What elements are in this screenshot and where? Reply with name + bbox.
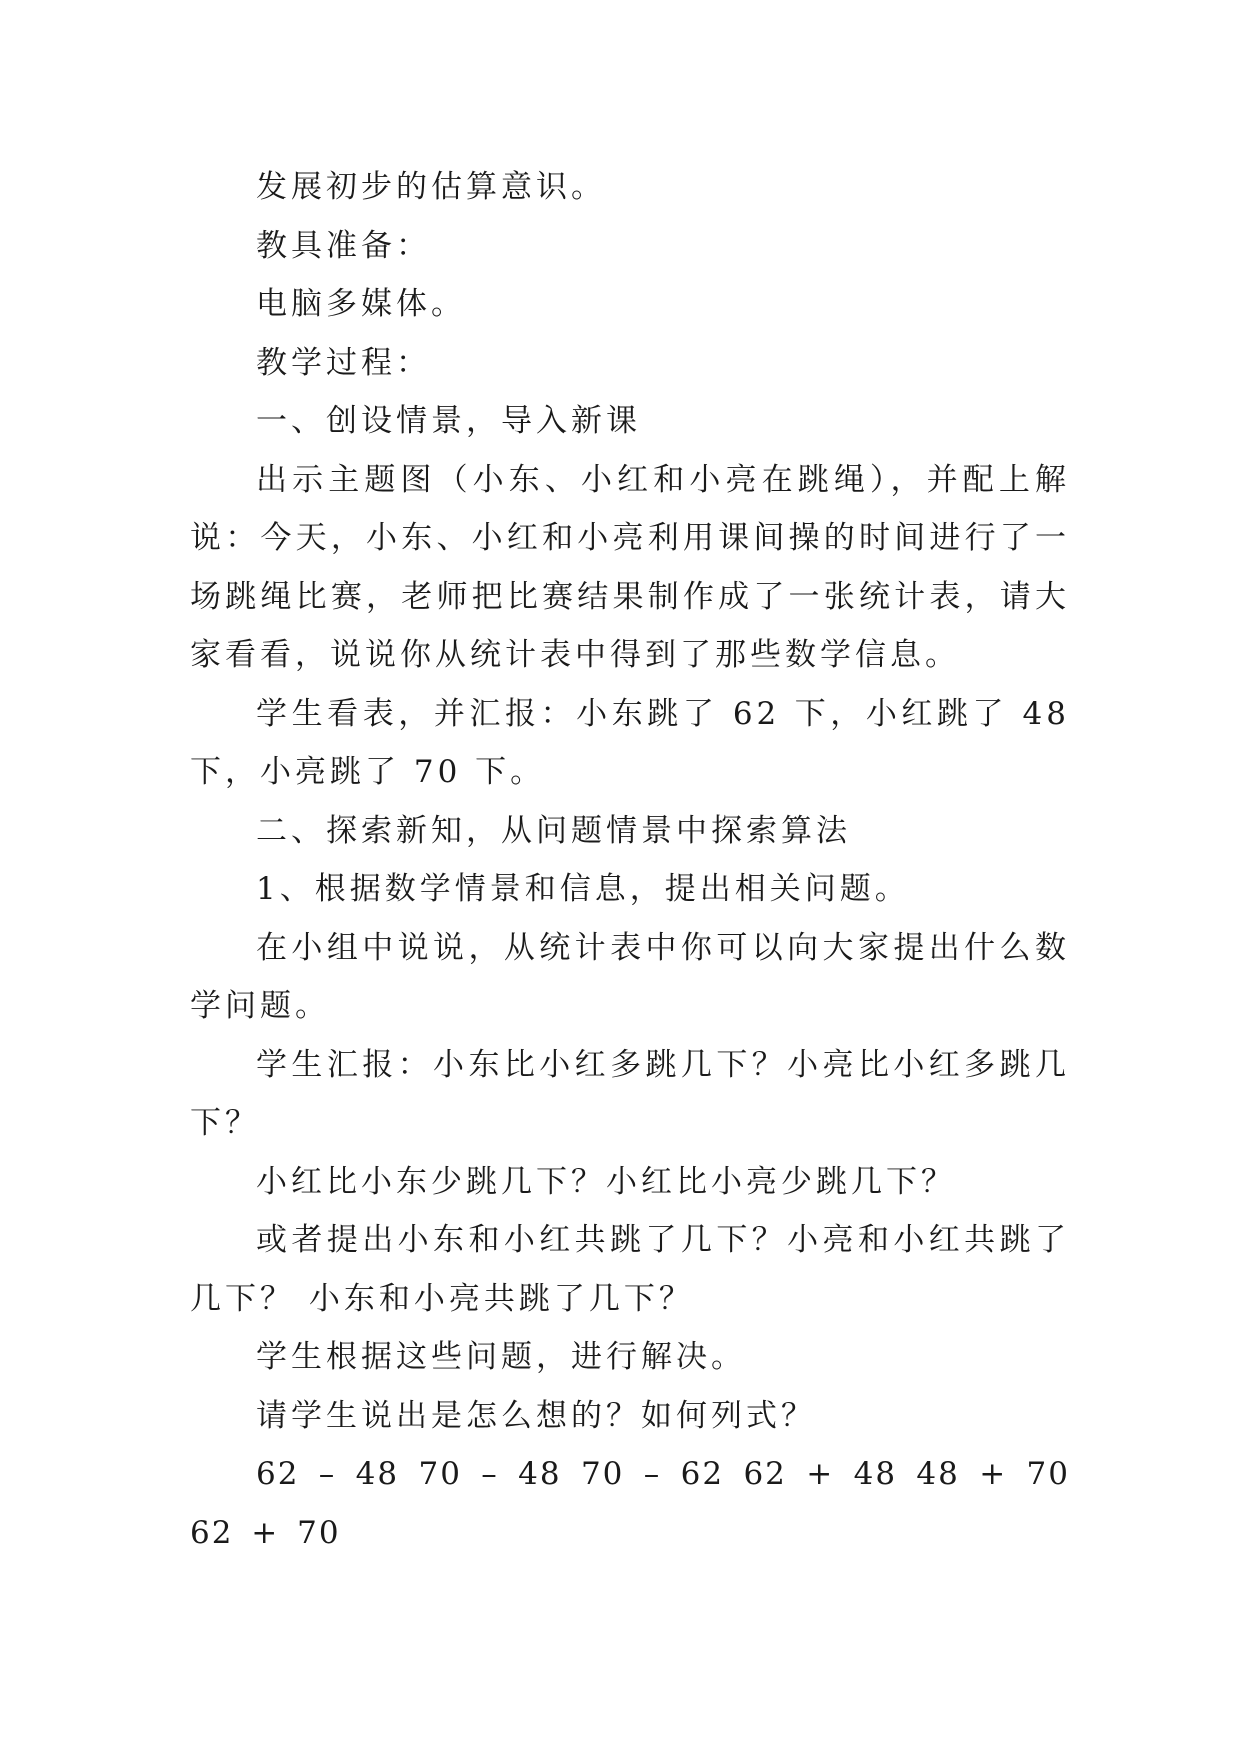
section-heading-1: 一、创设情景，导入新课 [256, 403, 641, 439]
paragraph-multimedia: 电脑多媒体。 [256, 286, 466, 322]
section-heading-2: 二、探索新知，从问题情景中探索算法 [256, 812, 851, 849]
paragraph-estimation: 发展初步的估算意识。 [256, 169, 606, 205]
paragraph-theme-picture: 出示主题图（小东、小红和小亮在跳绳），并配上解说：今天，小东、小红和小亮利用课间操的时间进行了一场跳绳比赛，老师把比赛结果制作成了一张统计表，请大家看看，说说你从统计表中得到了那些数学信息。 [190, 461, 1070, 673]
paragraph-teaching-aids-heading: 教具准备： [256, 227, 431, 264]
paragraph-questions-total: 或者提出小东和小红共跳了几下？小亮和小红共跳了几下？ 小东和小亮共跳了几下？ [190, 1222, 1070, 1317]
paragraph-solve: 学生根据这些问题，进行解决。 [256, 1339, 746, 1375]
paragraph-group-discussion: 在小组中说说，从统计表中你可以向大家提出什么数学问题。 [190, 929, 1070, 1024]
paragraph-process-heading: 教学过程： [256, 344, 431, 381]
paragraph-how-think: 请学生说出是怎么想的？如何列式？ [256, 1397, 816, 1434]
paragraph-questions-less: 小红比小东少跳几下？小红比小亮少跳几下？ [256, 1163, 956, 1200]
paragraph-student-report-2: 学生汇报：小东比小红多跳几下？小亮比小红多跳几下？ [190, 1046, 1070, 1141]
paragraph-step-1: 1、根据数学情景和信息，提出相关问题。 [256, 871, 910, 907]
paragraph-equations: 62 – 48 70 – 48 70 – 62 62 + 48 48 + 70 62 + 70 [190, 1456, 1070, 1551]
document-body [190, 158, 1070, 1562]
paragraph-student-report-1: 学生看表，并汇报：小东跳了 62 下，小红跳了 48 下，小亮跳了 70 下。 [190, 695, 1070, 790]
